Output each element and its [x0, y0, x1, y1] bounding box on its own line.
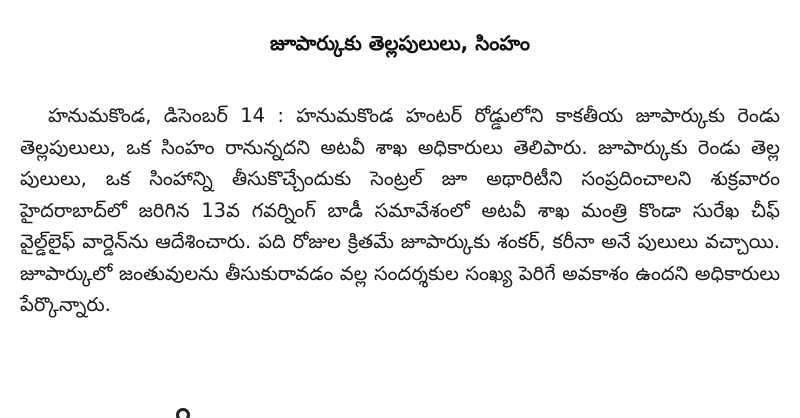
article-headline: జూపార్కుకు తెల్లపులులు, సింహం — [270, 31, 530, 55]
article-body: హనుమకొండ, డిసెంబర్ 14 : హనుమకొండ హంటర్ రోడ్డులోని కాకతీయ జూపార్కుకు రెండు తెల్లపులులు, ఒక సింహం రానున్నదని అటవీ శాఖ అధికారులు తెలిపారు. జూపార్కుకు రెండు తెల్ల పులులు, ఒక సింహాన్ని తీసుకొచ్చేందుకు సెంట్రల్ జూ అథారిటీని సంప్రదించాలని శుక్రవారం హైదరాబాద్‌లో జరిగిన 13వ గవర్నింగ్ బాడీ సమావేశంలో అటవీ శాఖ మంత్రి కొండా సురేఖ చీఫ్ వైల్డ్‌లైఫ్ వార్డెన్‌ను ఆదేశించారు. పది రోజుల క్రితమే జూపార్కుకు శంకర్, కరీనా అనే పులులు వచ్చాయి. జూపార్కులో జంతువులను తీసుకురావడం వల్ల సందర్శకుల సంఖ్య పెరిగే అవకాశం ఉందని అధికారులు పేర్కొన్నారు. — [20, 104, 780, 316]
cropped-next-article-glyph — [176, 408, 190, 418]
